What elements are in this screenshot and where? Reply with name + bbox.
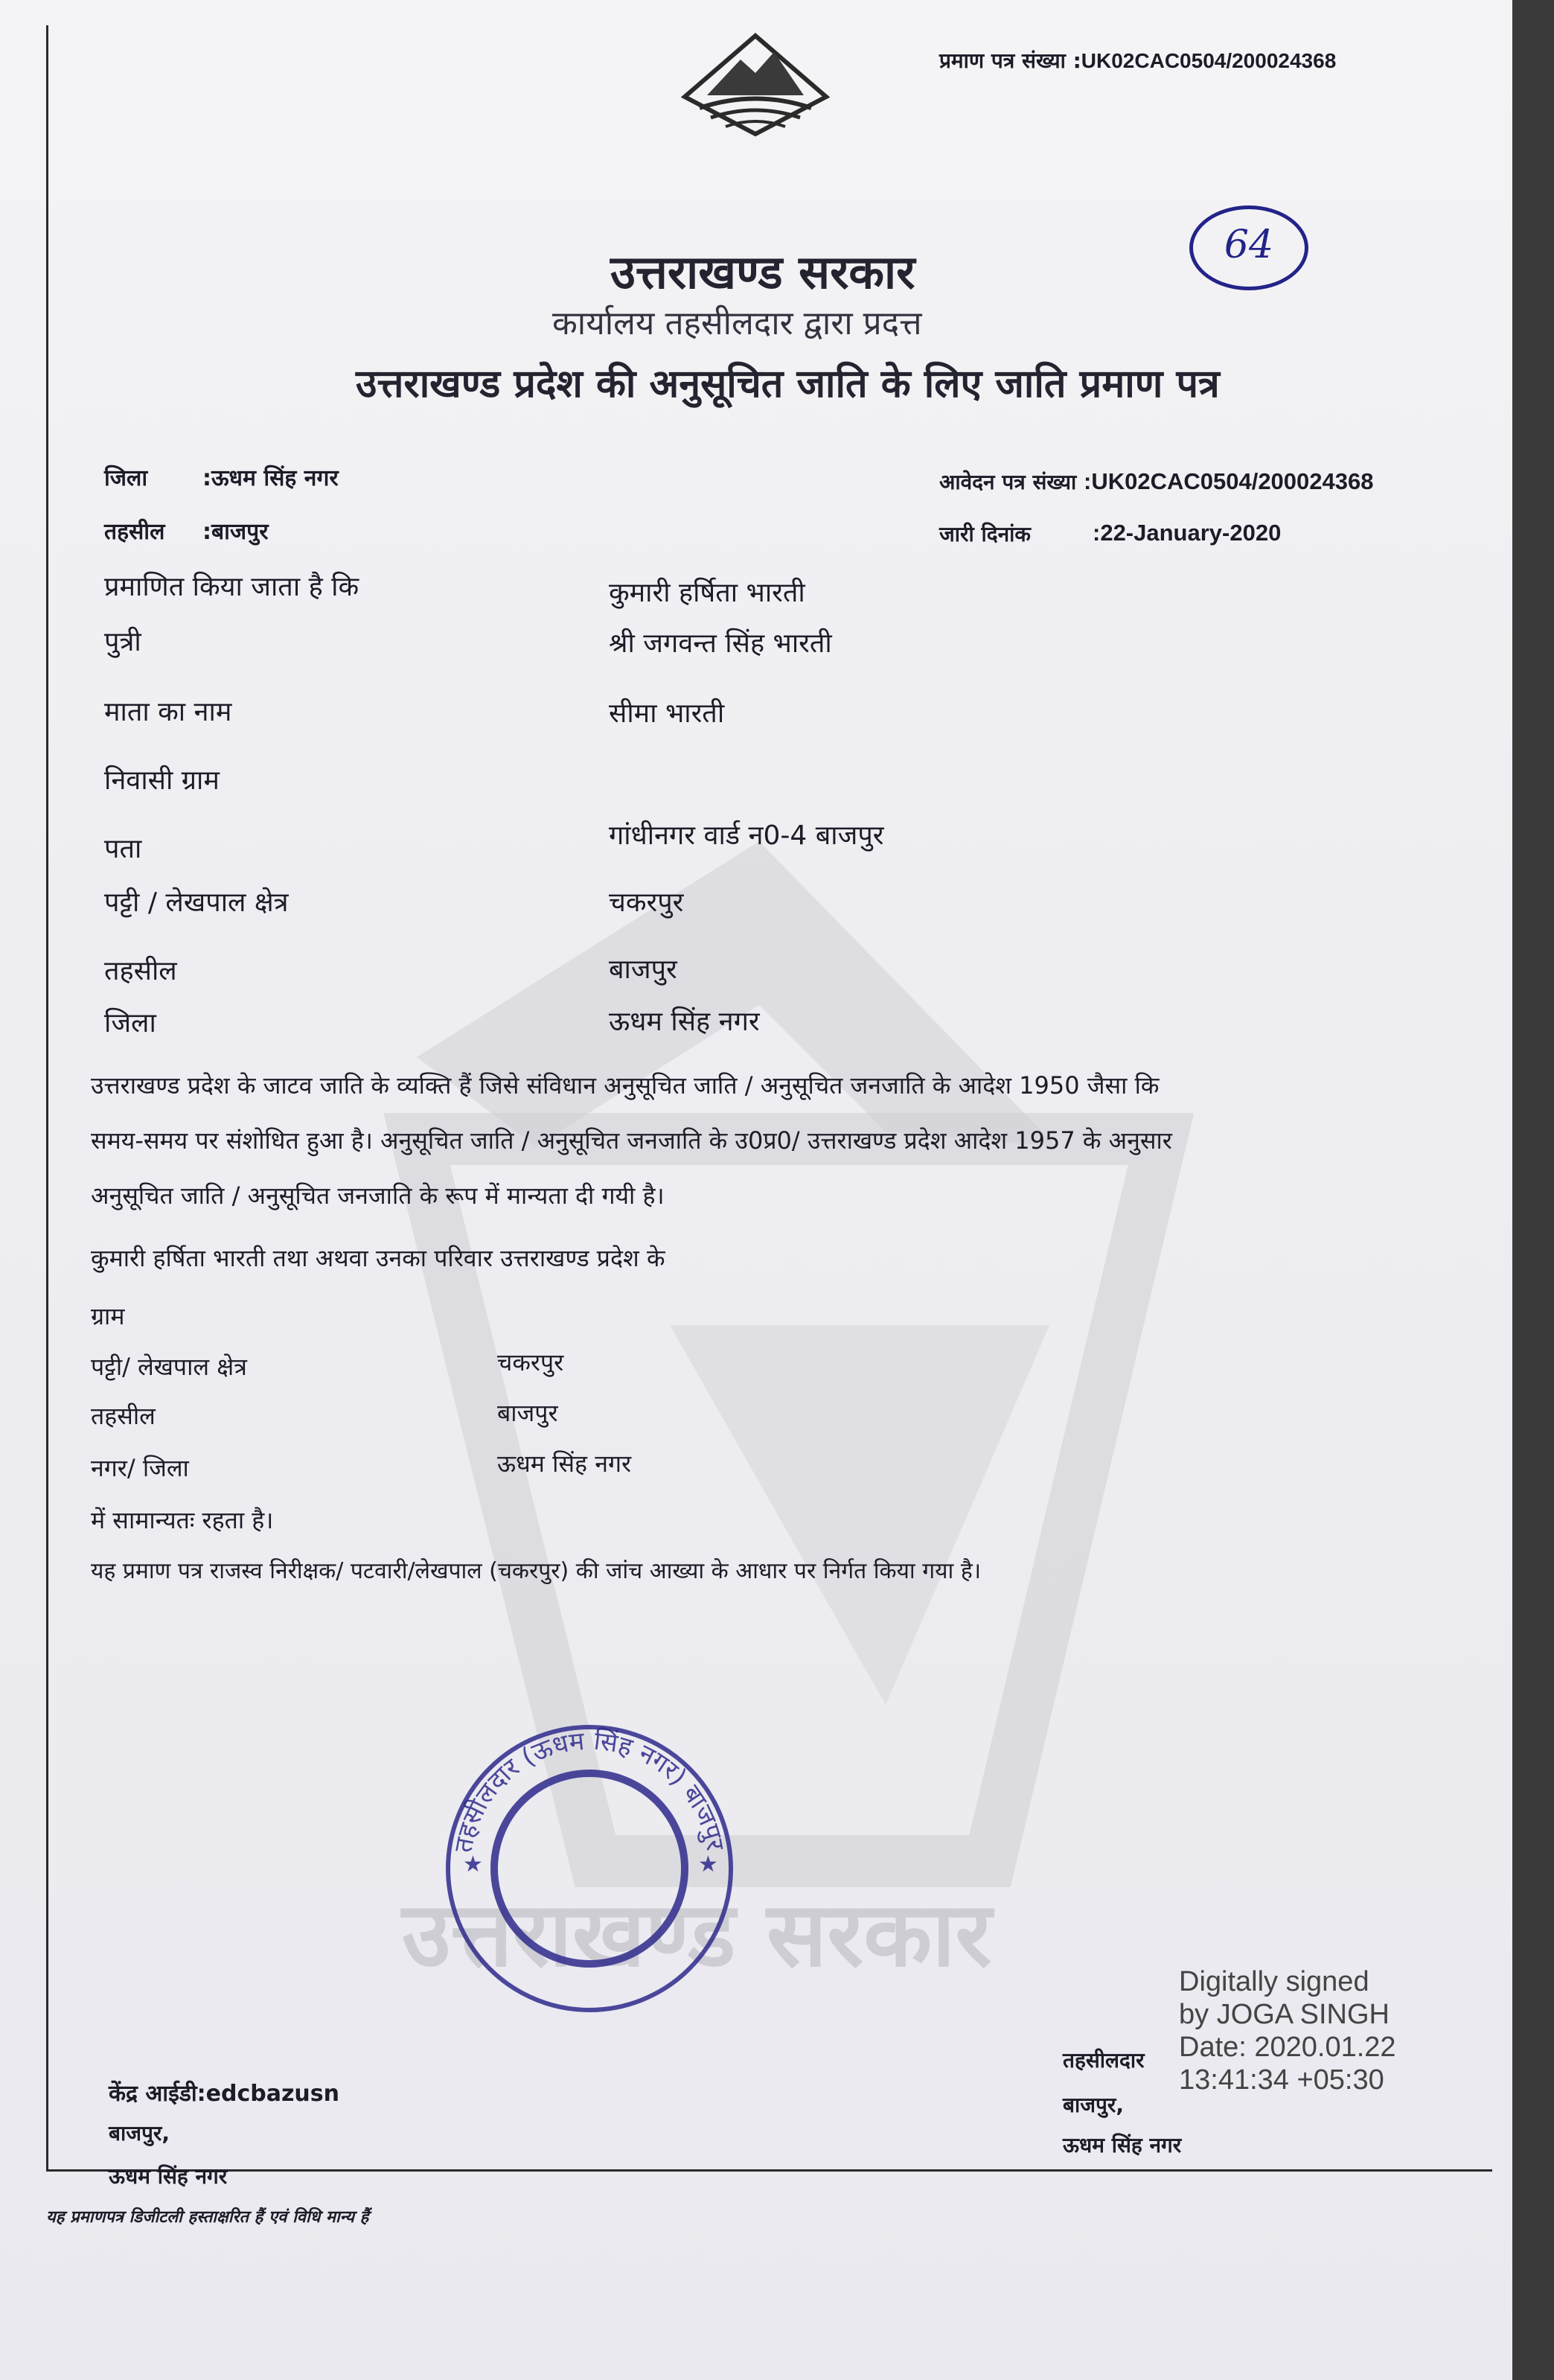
paragraph-line: कुमारी हर्षिता भारती तथा अथवा उनका परिवार उत्तराखण्ड प्रदेश के [91, 1244, 665, 1272]
handwritten-circle-mark: 64 [1189, 205, 1308, 290]
tehsil-value: :बाजपुर [202, 519, 269, 545]
paragraph-line: अनुसूचित जाति / अनुसूचित जनजाति के रूप में मान्यता दी गयी है। [91, 1181, 665, 1210]
field-value: कुमारी हर्षिता भारती [609, 578, 805, 608]
uttarakhand-emblem-icon [670, 30, 841, 141]
residence-label: तहसील [91, 1402, 156, 1430]
field-label: प्रमाणित किया जाता है कि [104, 572, 359, 602]
paragraph-line: समय-समय पर संशोधित हुआ है। अनुसूचित जाति / अनुसूचित जनजाति के उ0प्र0/ उत्तराखण्ड प्रदेश आदेश 1957 के अनुसार [91, 1126, 1172, 1155]
residence-value: बाजपुर [497, 1399, 558, 1427]
field-value: चकरपुर [609, 887, 684, 918]
government-title: उत्तराखण्ड सरकार [610, 245, 915, 299]
field-label: पट्टी / लेखपाल क्षेत्र [104, 887, 289, 918]
office-line: कार्यालय तहसीलदार द्वारा प्रदत्त [552, 304, 922, 342]
field-label: माता का नाम [104, 697, 232, 727]
district-value: :ऊधम सिंह नगर [202, 465, 339, 491]
field-label: जिला [104, 1008, 156, 1039]
field-label: पुत्री [104, 627, 141, 657]
closing-line: यह प्रमाण पत्र राजस्व निरीक्षक/ पटवारी/लेखपाल (चकरपुर) की जांच आख्या के आधार पर निर्गत किया गया है। [91, 1558, 982, 1584]
issue-date-value: :22-January-2020 [1093, 520, 1282, 546]
svg-text:तहसीलदार (ऊधम सिंह नगर) बाजपुर: तहसीलदार (ऊधम सिंह नगर) बाजपुर [448, 1726, 730, 1855]
issue-date-label: जारी दिनांक [939, 522, 1031, 546]
footer-left-line: बाजपुर, [109, 2121, 170, 2145]
field-label: पता [104, 834, 142, 864]
digital-signature-block: Digitally signed by JOGA SINGH Date: 2020.01.22 13:41:34 +05:30 [1179, 1966, 1396, 2096]
field-value: गांधीनगर वार्ड न0-4 बाजपुर [609, 820, 884, 851]
residence-value: ऊधम सिंह नगर [497, 1449, 632, 1478]
tehsildar-seal-stamp [433, 1712, 746, 2025]
field-value: श्री जगवन्त सिंह भारती [609, 628, 832, 659]
field-value: बाजपुर [609, 954, 677, 985]
tehsil-label: तहसील [104, 519, 165, 545]
watermark-text: उत्तराखण्ड सरकार [402, 1883, 992, 1987]
signatory-place: बाजपुर, [1063, 2093, 1125, 2117]
residence-label: पट्टी/ लेखपाल क्षेत्र [91, 1353, 247, 1381]
residence-label: ग्राम [91, 1302, 125, 1330]
signatory-district: ऊधम सिंह नगर [1063, 2133, 1182, 2157]
signatory-role: तहसीलदार [1063, 2048, 1145, 2073]
closing-line: में सामान्यतः रहता है। [91, 1506, 274, 1534]
paragraph-line: उत्तराखण्ड प्रदेश के जाटव जाति के व्यक्ति हैं जिसे संविधान अनुसूचित जाति / अनुसूचित जनजाति के आदेश 1950 जैसा कि [91, 1071, 1160, 1100]
field-label: निवासी ग्राम [104, 765, 220, 796]
certificate-title: उत्तराखण्ड प्रदेश की अनुसूचित जाति के लिए जाति प्रमाण पत्र [356, 362, 1220, 406]
svg-text:★: ★ [463, 1851, 483, 1877]
center-id: केंद्र आईडी:edcbazusn [109, 2081, 339, 2107]
svg-text:★: ★ [698, 1851, 718, 1877]
certificate-number: प्रमाण पत्र संख्या :UK02CAC0504/200024368 [939, 48, 1337, 73]
district-label: जिला [104, 465, 148, 491]
field-label: तहसील [104, 956, 177, 986]
field-value: सीमा भारती [609, 698, 725, 729]
disclaimer: यह प्रमाणपत्र डिजीटली हस्ताक्षरित हैं एवं विधि मान्य हैं [46, 2208, 369, 2227]
residence-value: चकरपुर [497, 1348, 564, 1376]
field-value: ऊधम सिंह नगर [609, 1006, 760, 1037]
footer-left-line: ऊधम सिंह नगर [109, 2164, 228, 2189]
application-number: आवेदन पत्र संख्या :UK02CAC0504/200024368 [939, 468, 1374, 494]
residence-label: नगर/ जिला [91, 1454, 189, 1482]
